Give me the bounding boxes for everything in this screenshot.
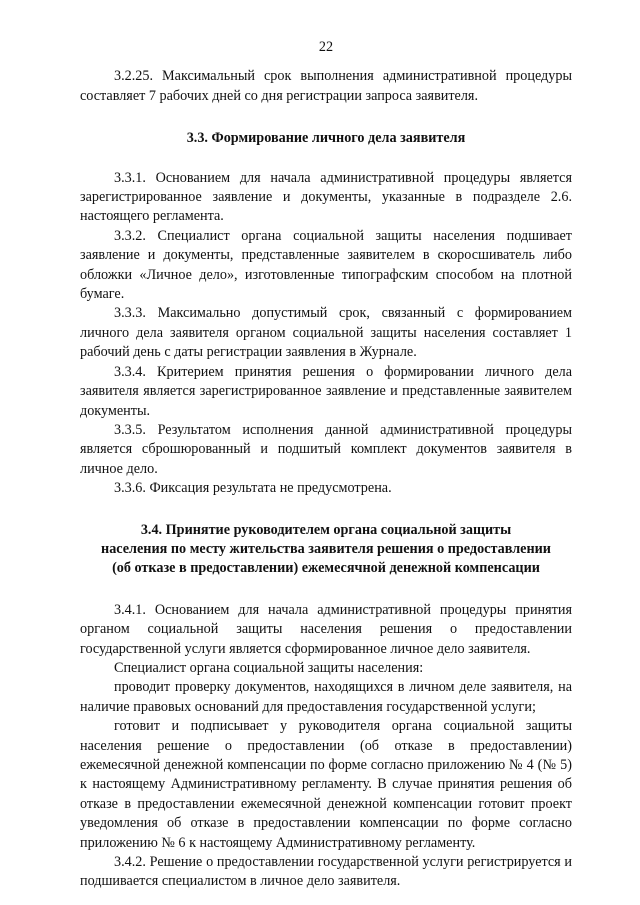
paragraph-3-3-6: 3.3.6. Фиксация результата не предусмотрена. bbox=[114, 480, 392, 497]
paragraph-3-3-2: 3.3.2. Специалист органа социальной защиты населения подшивает заявление и документы, представленные заявителем в скоросшиватель либо обложки «Личное дело», изготовленные типографским способом на плотной бумаге. bbox=[80, 227, 572, 303]
paragraph-check-documents: проводит проверку документов, находящихся в личном деле заявителя, на наличие правовых оснований для предоставления государственной услуги; bbox=[80, 679, 572, 715]
paragraph-3-3-4: 3.3.4. Критерием принятия решения о формировании личного дела заявителя является зарегистрированное заявление и представленные заявителем документы. bbox=[80, 363, 572, 419]
paragraph-3-4-2: 3.4.2. Решение о предоставлении государственной услуги регистрируется и подшивается специалистом в личное дело заявителя. bbox=[80, 854, 572, 890]
paragraph-3-3-3: 3.3.3. Максимально допустимый срок, связанный с формированием личного дела заявителя органом социальной защиты населения составляет 1 рабочий день с даты регистрации заявления в Журнале. bbox=[80, 305, 572, 361]
page-number: 22 bbox=[318, 39, 334, 55]
paragraph-specialist: Специалист органа социальной защиты населения: bbox=[114, 659, 424, 676]
section-heading-3-4-line2: населения по месту жительства заявителя решения о предоставлении bbox=[101, 540, 551, 557]
section-heading-3-3: 3.3. Формирование личного дела заявителя bbox=[186, 130, 466, 147]
paragraph-3-3-5: 3.3.5. Результатом исполнения данной административной процедуры является сброшюрованный и подшитый комплект документов заявителя в личное дело. bbox=[80, 421, 572, 477]
section-heading-3-4-line3: (об отказе в предоставлении) ежемесячной денежной компенсации bbox=[112, 560, 540, 577]
paragraph-3-3-1: 3.3.1. Основанием для начала административной процедуры является зарегистрированное заявление и документы, указанные в подразделе 2.6. настоящего регламента. bbox=[80, 169, 572, 225]
paragraph-3-2-25: 3.2.25. Максимальный срок выполнения административной процедуры составляет 7 рабочих дней со дня регистрации запроса заявителя. bbox=[80, 68, 572, 104]
paragraph-3-4-1: 3.4.1. Основанием для начала административной процедуры принятия органом социальной защиты населения решения о предоставлении государственной услуги является сформированное личное дело заявителя. bbox=[80, 601, 572, 657]
paragraph-prepare-decision: готовит и подписывает у руководителя органа социальной защиты населения решение о предоставлении (об отказе в предоставлении) ежемесячной денежной компенсации по форме согласно приложению № 4 (№ 5) к настоящему Административному регламенту. В случае принятия решения об отказе в предоставлении ежемесячной денежной компенсации готовит проект уведомления об отказе в предоставлении компенсации по форме согласно приложению № 6 к настоящему Административному регламенту. bbox=[80, 718, 572, 851]
section-heading-3-4 bbox=[80, 521, 572, 579]
section-heading-3-4-line1: 3.4. Принятие руководителем органа социальной защиты bbox=[140, 521, 512, 538]
